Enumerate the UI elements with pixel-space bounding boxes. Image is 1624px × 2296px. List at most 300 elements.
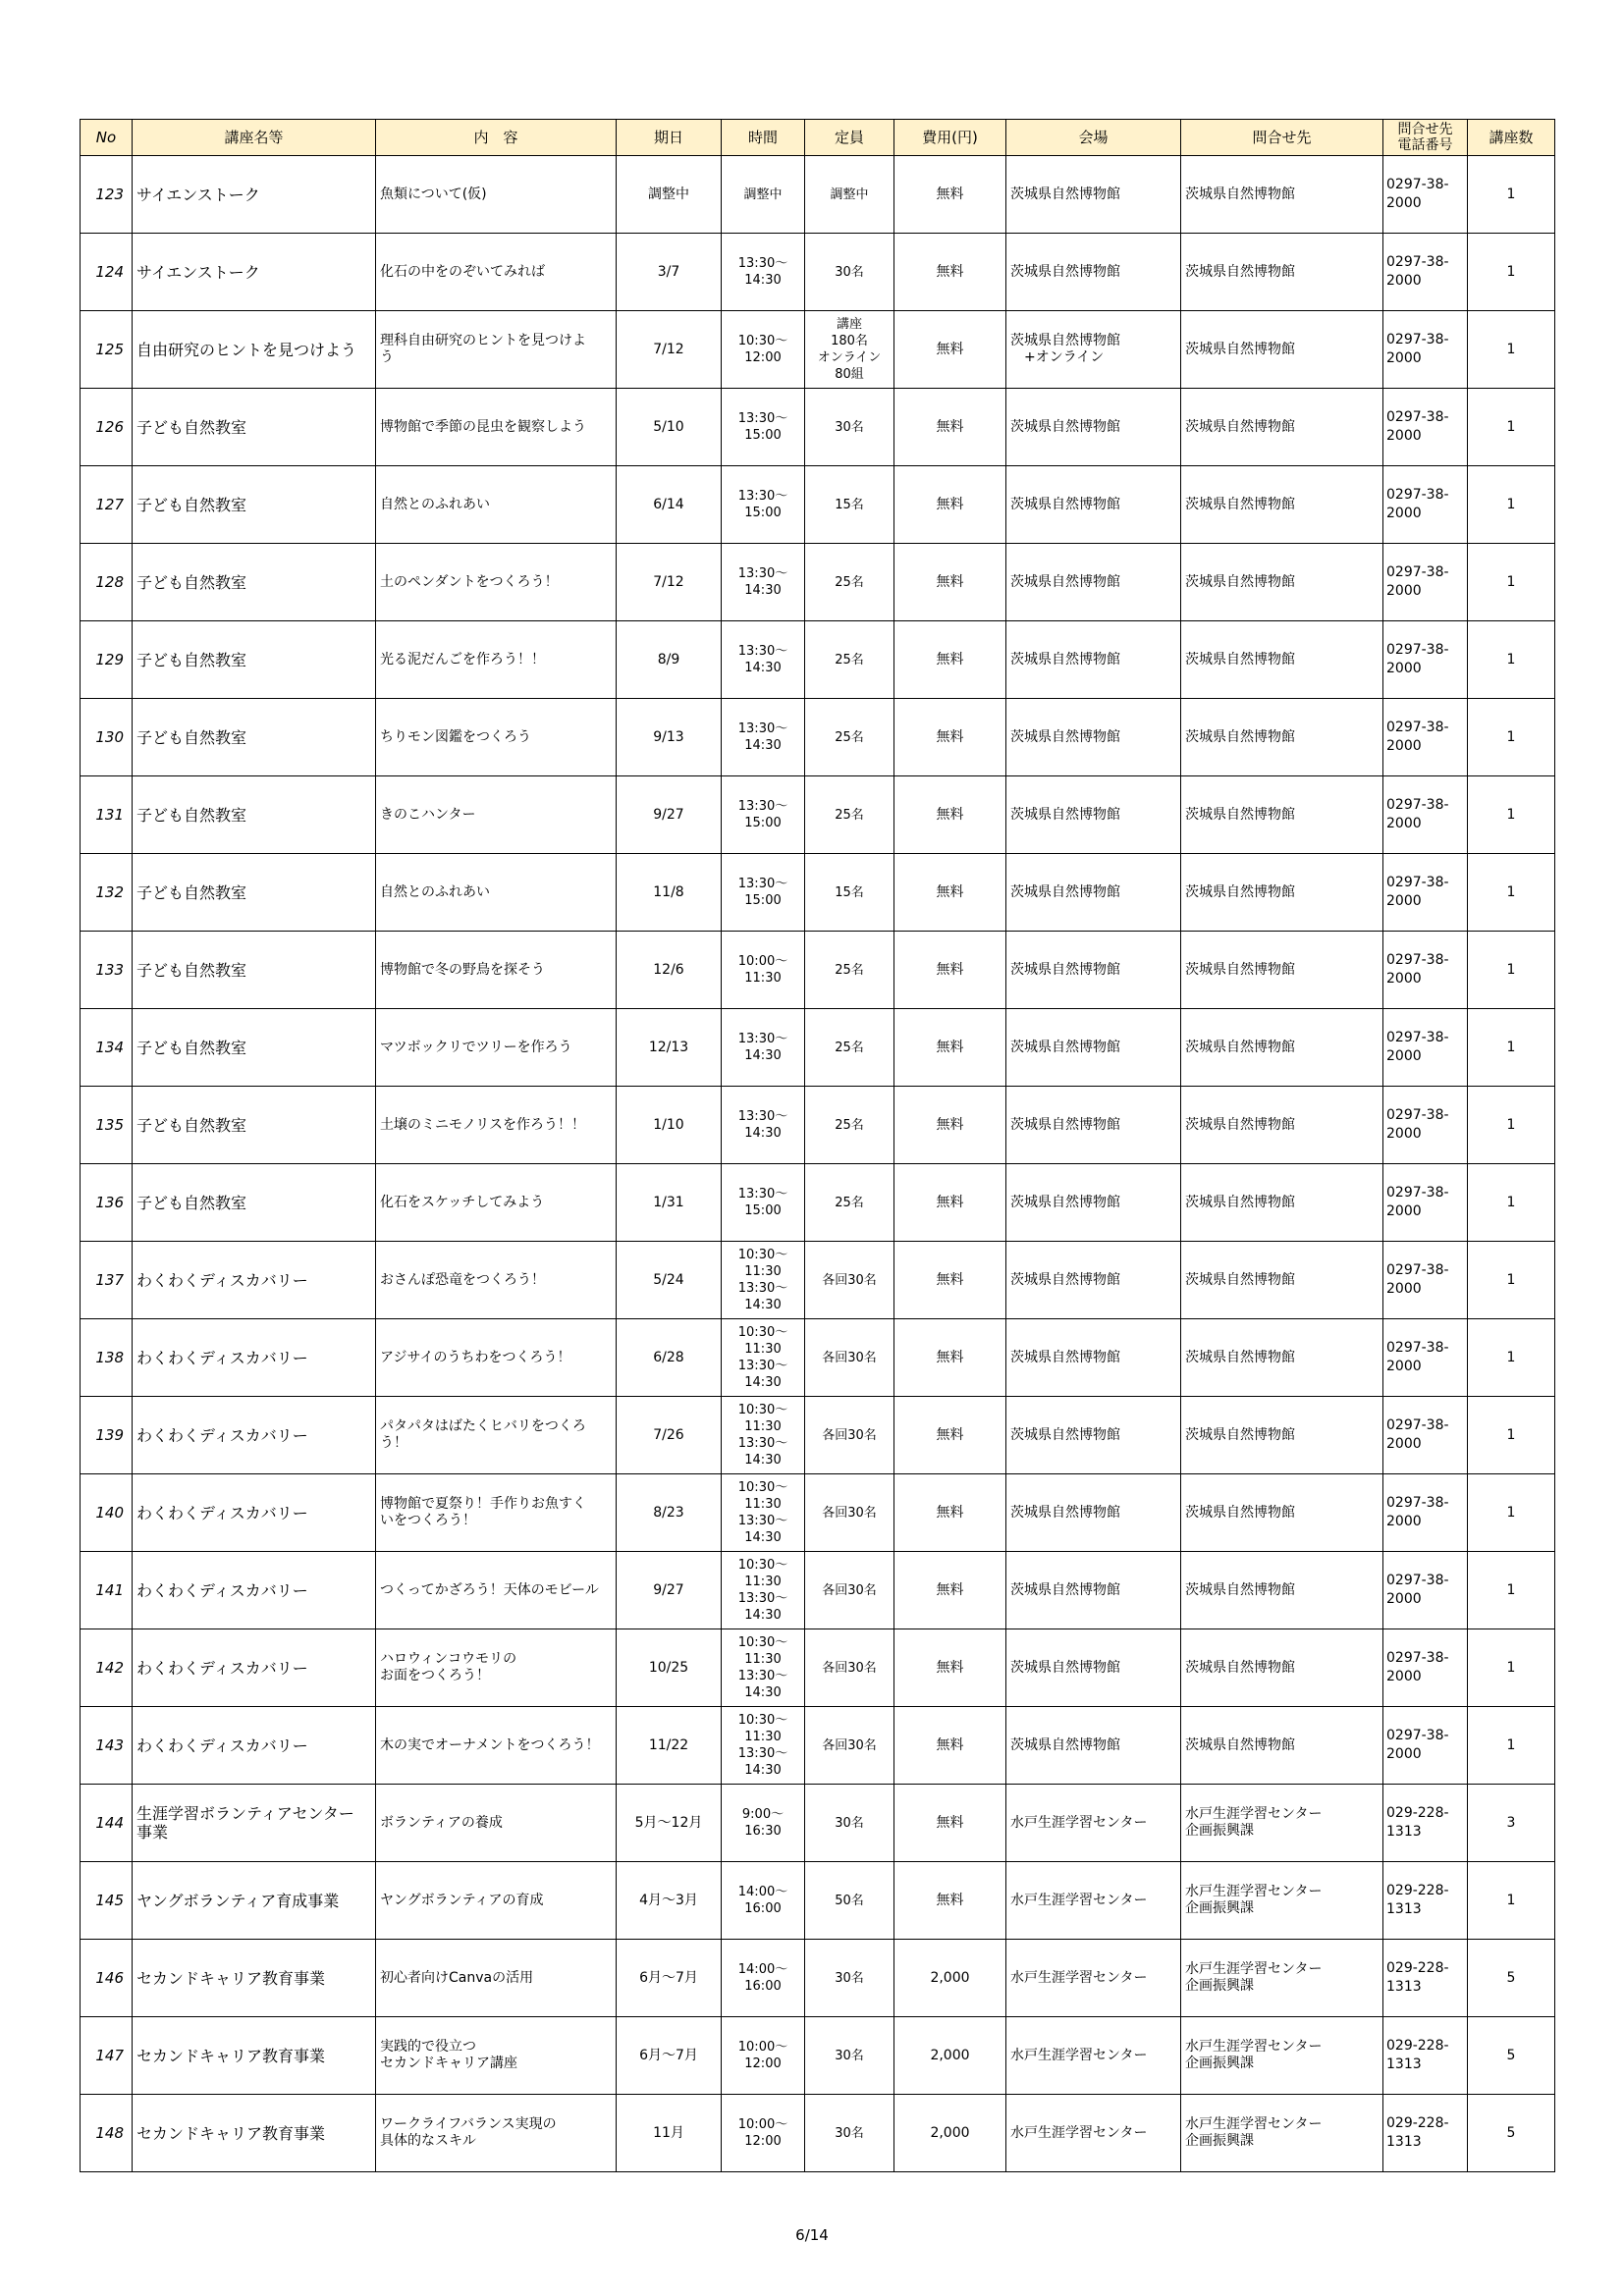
table-row: [81, 1862, 1555, 1940]
cell-contact: 茨城県自然博物館: [1181, 1009, 1383, 1087]
cell-no: 141: [81, 1552, 133, 1629]
cell-contact: 茨城県自然博物館: [1181, 234, 1383, 311]
course-table: [80, 119, 1555, 2172]
cell-contact: 茨城県自然博物館: [1181, 544, 1383, 621]
cell-date: 6/28: [617, 1319, 722, 1397]
cell-capacity: 25名: [805, 1009, 894, 1087]
cell-date: 11/8: [617, 854, 722, 932]
cell-date: 1/10: [617, 1087, 722, 1164]
cell-capacity: 各回30名: [805, 1474, 894, 1552]
cell-no: 138: [81, 1319, 133, 1397]
cell-contact: 茨城県自然博物館: [1181, 1242, 1383, 1319]
cell-name: セカンドキャリア教育事業: [133, 1940, 376, 2017]
cell-phone: 0297-38- 2000: [1383, 621, 1468, 699]
cell-count: 1: [1468, 1629, 1555, 1707]
cell-name: 子ども自然教室: [133, 621, 376, 699]
cell-contact: 水戸生涯学習センター 企画振興課: [1181, 1785, 1383, 1862]
cell-fee: 無料: [894, 1629, 1006, 1707]
cell-time: 13:30～ 15:00: [722, 854, 805, 932]
cell-contact: 茨城県自然博物館: [1181, 621, 1383, 699]
cell-capacity: 15名: [805, 466, 894, 544]
header-phone: 問合せ先 電話番号: [1383, 120, 1468, 156]
cell-time: 13:30～ 14:30: [722, 544, 805, 621]
cell-venue: 茨城県自然博物館: [1006, 1009, 1181, 1087]
cell-date: 3/7: [617, 234, 722, 311]
cell-venue: 茨城県自然博物館: [1006, 854, 1181, 932]
cell-time: 10:00～ 12:00: [722, 2017, 805, 2095]
cell-venue: 水戸生涯学習センター: [1006, 1785, 1181, 1862]
cell-fee: 2,000: [894, 2095, 1006, 2172]
cell-contact: 茨城県自然博物館: [1181, 156, 1383, 234]
cell-date: 11/22: [617, 1707, 722, 1785]
cell-no: 129: [81, 621, 133, 699]
cell-contact: 茨城県自然博物館: [1181, 1707, 1383, 1785]
cell-phone: 029-228- 1313: [1383, 1940, 1468, 2017]
cell-name: 子ども自然教室: [133, 776, 376, 854]
cell-phone: 029-228- 1313: [1383, 2095, 1468, 2172]
cell-phone: 0297-38- 2000: [1383, 1009, 1468, 1087]
cell-no: 126: [81, 389, 133, 466]
cell-phone: 0297-38- 2000: [1383, 389, 1468, 466]
header-date: 期日: [617, 120, 722, 156]
cell-time: 10:30～ 11:30 13:30～ 14:30: [722, 1629, 805, 1707]
cell-time: 13:30～ 14:30: [722, 1087, 805, 1164]
table-row: [81, 1164, 1555, 1242]
cell-contact: 茨城県自然博物館: [1181, 389, 1383, 466]
cell-content: 光る泥だんごを作ろう！！: [376, 621, 617, 699]
cell-capacity: 50名: [805, 1862, 894, 1940]
cell-date: 7/12: [617, 544, 722, 621]
cell-count: 1: [1468, 156, 1555, 234]
cell-capacity: 30名: [805, 1940, 894, 2017]
cell-date: 9/27: [617, 776, 722, 854]
header-name: 講座名等: [133, 120, 376, 156]
cell-count: 1: [1468, 1552, 1555, 1629]
table-row: [81, 1009, 1555, 1087]
cell-date: 6月～7月: [617, 2017, 722, 2095]
cell-time: 13:30～ 15:00: [722, 389, 805, 466]
cell-count: 1: [1468, 1009, 1555, 1087]
cell-no: 124: [81, 234, 133, 311]
cell-fee: 無料: [894, 1785, 1006, 1862]
cell-time: 10:30～ 11:30 13:30～ 14:30: [722, 1474, 805, 1552]
cell-phone: 029-228- 1313: [1383, 2017, 1468, 2095]
cell-time: 10:30～ 11:30 13:30～ 14:30: [722, 1707, 805, 1785]
cell-count: 1: [1468, 1397, 1555, 1474]
cell-count: 5: [1468, 2017, 1555, 2095]
cell-phone: 029-228- 1313: [1383, 1862, 1468, 1940]
cell-capacity: 25名: [805, 544, 894, 621]
cell-no: 128: [81, 544, 133, 621]
cell-contact: 茨城県自然博物館: [1181, 854, 1383, 932]
cell-name: 子ども自然教室: [133, 1164, 376, 1242]
cell-no: 134: [81, 1009, 133, 1087]
cell-venue: 茨城県自然博物館: [1006, 1087, 1181, 1164]
cell-name: 自由研究のヒントを見つけよう: [133, 311, 376, 389]
cell-count: 1: [1468, 1707, 1555, 1785]
table-row: [81, 234, 1555, 311]
cell-content: 土のペンダントをつくろう！: [376, 544, 617, 621]
cell-no: 144: [81, 1785, 133, 1862]
cell-contact: 茨城県自然博物館: [1181, 1087, 1383, 1164]
cell-phone: 0297-38- 2000: [1383, 1474, 1468, 1552]
table-row: [81, 311, 1555, 389]
cell-count: 1: [1468, 621, 1555, 699]
cell-fee: 無料: [894, 544, 1006, 621]
cell-content: ちりモン図鑑をつくろう: [376, 699, 617, 776]
cell-name: セカンドキャリア教育事業: [133, 2095, 376, 2172]
cell-date: 5月～12月: [617, 1785, 722, 1862]
cell-count: 1: [1468, 466, 1555, 544]
cell-capacity: 各回30名: [805, 1552, 894, 1629]
cell-count: 1: [1468, 932, 1555, 1009]
cell-content: アジサイのうちわをつくろう！: [376, 1319, 617, 1397]
cell-no: 139: [81, 1397, 133, 1474]
cell-name: わくわくディスカバリー: [133, 1242, 376, 1319]
cell-capacity: 15名: [805, 854, 894, 932]
cell-phone: 0297-38- 2000: [1383, 544, 1468, 621]
page-number: 6/14: [795, 2226, 829, 2244]
cell-contact: 茨城県自然博物館: [1181, 776, 1383, 854]
cell-date: 12/13: [617, 1009, 722, 1087]
header-capacity: 定員: [805, 120, 894, 156]
cell-phone: 0297-38- 2000: [1383, 1164, 1468, 1242]
cell-contact: 水戸生涯学習センター 企画振興課: [1181, 2095, 1383, 2172]
table-row: [81, 1319, 1555, 1397]
cell-time: 10:30～ 11:30 13:30～ 14:30: [722, 1397, 805, 1474]
cell-name: わくわくディスカバリー: [133, 1552, 376, 1629]
cell-venue: 茨城県自然博物館: [1006, 1629, 1181, 1707]
cell-count: 1: [1468, 776, 1555, 854]
cell-venue: 茨城県自然博物館: [1006, 1242, 1181, 1319]
cell-count: 1: [1468, 1862, 1555, 1940]
cell-time: 13:30～ 15:00: [722, 776, 805, 854]
cell-capacity: 30名: [805, 389, 894, 466]
cell-fee: 無料: [894, 1009, 1006, 1087]
cell-phone: 0297-38- 2000: [1383, 1629, 1468, 1707]
cell-count: 5: [1468, 1940, 1555, 2017]
cell-time: 調整中: [722, 156, 805, 234]
cell-no: 137: [81, 1242, 133, 1319]
cell-name: わくわくディスカバリー: [133, 1319, 376, 1397]
cell-content: ボランティアの養成: [376, 1785, 617, 1862]
cell-fee: 無料: [894, 1474, 1006, 1552]
cell-time: 10:30～ 12:00: [722, 311, 805, 389]
cell-date: 9/13: [617, 699, 722, 776]
cell-no: 147: [81, 2017, 133, 2095]
cell-content: 実践的で役立つ セカンドキャリア講座: [376, 2017, 617, 2095]
table-row: [81, 1940, 1555, 2017]
cell-date: 9/27: [617, 1552, 722, 1629]
table-row: [81, 389, 1555, 466]
cell-date: 12/6: [617, 932, 722, 1009]
cell-capacity: 各回30名: [805, 1242, 894, 1319]
cell-venue: 茨城県自然博物館: [1006, 776, 1181, 854]
cell-name: 子ども自然教室: [133, 854, 376, 932]
cell-fee: 無料: [894, 311, 1006, 389]
cell-count: 1: [1468, 699, 1555, 776]
cell-capacity: 調整中: [805, 156, 894, 234]
cell-capacity: 30名: [805, 2095, 894, 2172]
cell-date: 5/10: [617, 389, 722, 466]
cell-fee: 2,000: [894, 2017, 1006, 2095]
cell-phone: 0297-38- 2000: [1383, 156, 1468, 234]
table-row: [81, 466, 1555, 544]
cell-contact: 茨城県自然博物館: [1181, 1397, 1383, 1474]
cell-phone: 0297-38- 2000: [1383, 699, 1468, 776]
table-row: [81, 1785, 1555, 1862]
cell-capacity: 25名: [805, 621, 894, 699]
cell-no: 127: [81, 466, 133, 544]
cell-capacity: 30名: [805, 234, 894, 311]
cell-content: 理科自由研究のヒントを見つけよ う: [376, 311, 617, 389]
cell-name: わくわくディスカバリー: [133, 1474, 376, 1552]
cell-time: 13:30～ 14:30: [722, 1009, 805, 1087]
cell-fee: 無料: [894, 1707, 1006, 1785]
cell-no: 148: [81, 2095, 133, 2172]
cell-venue: 茨城県自然博物館: [1006, 544, 1181, 621]
cell-name: 子ども自然教室: [133, 699, 376, 776]
cell-content: 化石の中をのぞいてみれば: [376, 234, 617, 311]
cell-time: 10:30～ 11:30 13:30～ 14:30: [722, 1552, 805, 1629]
cell-phone: 0297-38- 2000: [1383, 1087, 1468, 1164]
cell-name: 子ども自然教室: [133, 1009, 376, 1087]
cell-date: 調整中: [617, 156, 722, 234]
cell-date: 1/31: [617, 1164, 722, 1242]
table-row: [81, 544, 1555, 621]
cell-venue: 茨城県自然博物館: [1006, 1319, 1181, 1397]
cell-capacity: 各回30名: [805, 1707, 894, 1785]
cell-venue: 茨城県自然博物館: [1006, 1552, 1181, 1629]
table-row: [81, 1552, 1555, 1629]
table-row: [81, 1629, 1555, 1707]
cell-time: 14:00～ 16:00: [722, 1940, 805, 2017]
cell-fee: 無料: [894, 1164, 1006, 1242]
cell-contact: 茨城県自然博物館: [1181, 699, 1383, 776]
cell-content: ヤングボランティアの育成: [376, 1862, 617, 1940]
cell-capacity: 講座 180名 オンライン 80組: [805, 311, 894, 389]
cell-time: 13:30～ 15:00: [722, 1164, 805, 1242]
header-contact: 問合せ先: [1181, 120, 1383, 156]
cell-count: 1: [1468, 311, 1555, 389]
cell-name: わくわくディスカバリー: [133, 1397, 376, 1474]
cell-time: 13:30～ 14:30: [722, 234, 805, 311]
cell-fee: 無料: [894, 156, 1006, 234]
cell-name: サイエンストーク: [133, 234, 376, 311]
table-row: [81, 1707, 1555, 1785]
cell-content: 博物館で季節の昆虫を観察しよう: [376, 389, 617, 466]
table-row: [81, 1087, 1555, 1164]
cell-name: わくわくディスカバリー: [133, 1629, 376, 1707]
cell-fee: 2,000: [894, 1940, 1006, 2017]
cell-count: 5: [1468, 2095, 1555, 2172]
cell-date: 6月～7月: [617, 1940, 722, 2017]
cell-count: 1: [1468, 234, 1555, 311]
cell-contact: 茨城県自然博物館: [1181, 1552, 1383, 1629]
cell-count: 3: [1468, 1785, 1555, 1862]
cell-date: 10/25: [617, 1629, 722, 1707]
cell-time: 10:30～ 11:30 13:30～ 14:30: [722, 1242, 805, 1319]
cell-no: 136: [81, 1164, 133, 1242]
cell-date: 5/24: [617, 1242, 722, 1319]
cell-venue: 水戸生涯学習センター: [1006, 1862, 1181, 1940]
table-row: [81, 854, 1555, 932]
table-header: [81, 120, 1555, 156]
cell-capacity: 25名: [805, 776, 894, 854]
header-venue: 会場: [1006, 120, 1181, 156]
header-no: No: [81, 120, 133, 156]
cell-count: 1: [1468, 1242, 1555, 1319]
table-row: [81, 776, 1555, 854]
cell-time: 13:30～ 14:30: [722, 699, 805, 776]
cell-content: ハロウィンコウモリの お面をつくろう！: [376, 1629, 617, 1707]
cell-fee: 無料: [894, 234, 1006, 311]
cell-content: 魚類について(仮): [376, 156, 617, 234]
cell-phone: 029-228- 1313: [1383, 1785, 1468, 1862]
cell-venue: 茨城県自然博物館: [1006, 234, 1181, 311]
cell-no: 140: [81, 1474, 133, 1552]
cell-time: 9:00～ 16:30: [722, 1785, 805, 1862]
cell-fee: 無料: [894, 389, 1006, 466]
cell-name: わくわくディスカバリー: [133, 1707, 376, 1785]
cell-contact: 水戸生涯学習センター 企画振興課: [1181, 2017, 1383, 2095]
cell-count: 1: [1468, 1087, 1555, 1164]
cell-date: 4月～3月: [617, 1862, 722, 1940]
cell-fee: 無料: [894, 854, 1006, 932]
cell-contact: 茨城県自然博物館: [1181, 932, 1383, 1009]
cell-content: ワークライフバランス実現の 具体的なスキル: [376, 2095, 617, 2172]
cell-fee: 無料: [894, 621, 1006, 699]
cell-venue: 茨城県自然博物館: [1006, 1707, 1181, 1785]
table-row: [81, 1397, 1555, 1474]
cell-time: 14:00～ 16:00: [722, 1862, 805, 1940]
cell-fee: 無料: [894, 1319, 1006, 1397]
cell-contact: 茨城県自然博物館: [1181, 466, 1383, 544]
table-row: [81, 1242, 1555, 1319]
cell-name: 子ども自然教室: [133, 389, 376, 466]
cell-date: 11月: [617, 2095, 722, 2172]
header-row: [81, 120, 1555, 156]
cell-no: 125: [81, 311, 133, 389]
cell-time: 10:30～ 11:30 13:30～ 14:30: [722, 1319, 805, 1397]
cell-venue: 水戸生涯学習センター: [1006, 2017, 1181, 2095]
cell-no: 142: [81, 1629, 133, 1707]
cell-content: 自然とのふれあい: [376, 466, 617, 544]
cell-no: 123: [81, 156, 133, 234]
cell-phone: 0297-38- 2000: [1383, 1319, 1468, 1397]
cell-phone: 0297-38- 2000: [1383, 1707, 1468, 1785]
cell-name: サイエンストーク: [133, 156, 376, 234]
cell-venue: 茨城県自然博物館 +オンライン: [1006, 311, 1181, 389]
cell-fee: 無料: [894, 699, 1006, 776]
cell-no: 133: [81, 932, 133, 1009]
cell-capacity: 25名: [805, 699, 894, 776]
cell-venue: 茨城県自然博物館: [1006, 389, 1181, 466]
header-content: 内 容: [376, 120, 617, 156]
table-row: [81, 2095, 1555, 2172]
cell-fee: 無料: [894, 466, 1006, 544]
cell-phone: 0297-38- 2000: [1383, 1242, 1468, 1319]
cell-contact: 茨城県自然博物館: [1181, 1319, 1383, 1397]
cell-date: 8/23: [617, 1474, 722, 1552]
cell-contact: 茨城県自然博物館: [1181, 1474, 1383, 1552]
cell-content: 化石をスケッチしてみよう: [376, 1164, 617, 1242]
cell-contact: 茨城県自然博物館: [1181, 1164, 1383, 1242]
cell-venue: 水戸生涯学習センター: [1006, 1940, 1181, 2017]
cell-fee: 無料: [894, 1862, 1006, 1940]
cell-count: 1: [1468, 1474, 1555, 1552]
cell-time: 10:00～ 12:00: [722, 2095, 805, 2172]
cell-content: 土壌のミニモノリスを作ろう！！: [376, 1087, 617, 1164]
cell-contact: 水戸生涯学習センター 企画振興課: [1181, 1862, 1383, 1940]
table-row: [81, 2017, 1555, 2095]
cell-venue: 茨城県自然博物館: [1006, 699, 1181, 776]
cell-name: 子ども自然教室: [133, 1087, 376, 1164]
cell-no: 132: [81, 854, 133, 932]
cell-name: 子ども自然教室: [133, 932, 376, 1009]
course-table-container: [80, 119, 1554, 2172]
cell-contact: 茨城県自然博物館: [1181, 1629, 1383, 1707]
cell-fee: 無料: [894, 776, 1006, 854]
cell-phone: 0297-38- 2000: [1383, 234, 1468, 311]
cell-count: 1: [1468, 1164, 1555, 1242]
cell-count: 1: [1468, 1319, 1555, 1397]
cell-contact: 茨城県自然博物館: [1181, 311, 1383, 389]
cell-fee: 無料: [894, 1242, 1006, 1319]
cell-content: 木の実でオーナメントをつくろう！: [376, 1707, 617, 1785]
cell-date: 7/12: [617, 311, 722, 389]
cell-name: 生涯学習ボランティアセンター 事業: [133, 1785, 376, 1862]
cell-phone: 0297-38- 2000: [1383, 1552, 1468, 1629]
cell-contact: 水戸生涯学習センター 企画振興課: [1181, 1940, 1383, 2017]
cell-count: 1: [1468, 389, 1555, 466]
cell-no: 130: [81, 699, 133, 776]
cell-content: おさんぽ恐竜をつくろう！: [376, 1242, 617, 1319]
cell-venue: 茨城県自然博物館: [1006, 156, 1181, 234]
cell-capacity: 30名: [805, 2017, 894, 2095]
cell-capacity: 25名: [805, 932, 894, 1009]
cell-content: パタパタはばたくヒバリをつくろう！: [376, 1397, 617, 1474]
cell-phone: 0297-38- 2000: [1383, 932, 1468, 1009]
cell-venue: 茨城県自然博物館: [1006, 1474, 1181, 1552]
header-count: 講座数: [1468, 120, 1555, 156]
cell-phone: 0297-38- 2000: [1383, 1397, 1468, 1474]
cell-content: マツボックリでツリーを作ろう: [376, 1009, 617, 1087]
cell-count: 1: [1468, 544, 1555, 621]
cell-venue: 茨城県自然博物館: [1006, 621, 1181, 699]
cell-content: 自然とのふれあい: [376, 854, 617, 932]
cell-name: セカンドキャリア教育事業: [133, 2017, 376, 2095]
cell-name: ヤングボランティア育成事業: [133, 1862, 376, 1940]
cell-fee: 無料: [894, 1552, 1006, 1629]
cell-content: 初心者向けCanvaの活用: [376, 1940, 617, 2017]
cell-capacity: 30名: [805, 1785, 894, 1862]
cell-phone: 0297-38- 2000: [1383, 854, 1468, 932]
table-row: [81, 156, 1555, 234]
cell-venue: 茨城県自然博物館: [1006, 1164, 1181, 1242]
table-body: [81, 156, 1555, 2172]
cell-time: 10:00～ 11:30: [722, 932, 805, 1009]
cell-no: 131: [81, 776, 133, 854]
cell-phone: 0297-38- 2000: [1383, 311, 1468, 389]
cell-count: 1: [1468, 854, 1555, 932]
table-row: [81, 621, 1555, 699]
cell-time: 13:30～ 15:00: [722, 466, 805, 544]
cell-fee: 無料: [894, 1397, 1006, 1474]
cell-content: 博物館で夏祭り！手作りお魚すく いをつくろう！: [376, 1474, 617, 1552]
cell-venue: 茨城県自然博物館: [1006, 1397, 1181, 1474]
cell-capacity: 各回30名: [805, 1629, 894, 1707]
